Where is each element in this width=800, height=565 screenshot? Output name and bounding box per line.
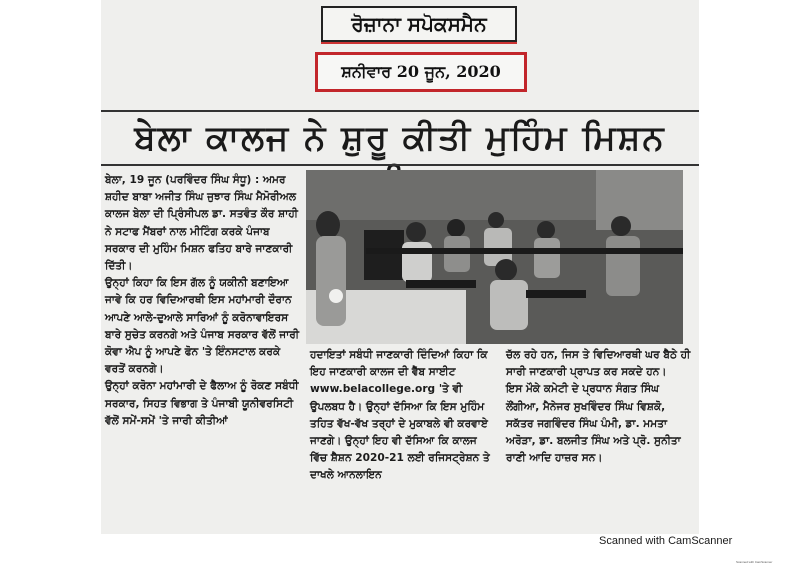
date-text: ਸ਼ਨੀਵਾਰ 20 ਜੂਨ, 2020 [341, 62, 501, 81]
newspaper-masthead [321, 6, 517, 42]
article-paragraph: ਉਨ੍ਹਾਂ ਕਰੋਨਾ ਮਹਾਂਮਾਰੀ ਦੇ ਫੈਲਾਅ ਨੂੰ ਰੋਕਣ ਸਬੰਧੀ ਸਰਕਾਰ, ਸਿਹਤ ਵਿਭਾਗ ਤੇ ਪੰਜਾਬੀ ਯੂਨੀਵਰਸਿਟੀ ਵੱਲੋਂ ਸਮੇਂ-ਸਮੇਂ 'ਤੇ ਜਾਰੀ ਕੀਤੀਆਂ [105, 380, 299, 427]
article-paragraph: ਬੇਲਾ, 19 ਜੂਨ (ਪਰਵਿੰਦਰ ਸਿੰਘ ਸੰਧੂ) : ਅਮਰ ਸ਼ਹੀਦ ਬਾਬਾ ਅਜੀਤ ਸਿੰਘ ਜੁਝਾਰ ਸਿੰਘ ਮੈਮੋਰੀਅਲ ਕਾਲਜ ਬੇਲਾ ਦੀ ਪ੍ਰਿੰਸੀਪਲ ਡਾ. ਸਤਵੰਤ ਕੌਰ ਸ਼ਾਹੀ ਨੇ ਸਟਾਫ ਮੈਂਬਰਾਂ ਨਾਲ ਮੀਟਿੰਗ ਕਰਕੇ ਪੰਜਾਬ ਸਰਕਾਰ ਦੀ ਮੁਹਿੰਮ ਮਿਸ਼ਨ ਫਤਿਹ ਬਾਰੇ ਜਾਣਕਾਰੀ ਦਿੱਤੀ। [105, 174, 298, 273]
article-paragraph: ਉਨ੍ਹਾਂ ਕਿਹਾ ਕਿ ਇਸ ਗੱਲ ਨੂੰ ਯਕੀਨੀ ਬਣਾਇਆ ਜਾਵੇ ਕਿ ਹਰ ਵਿਦਿਆਰਥੀ ਇਸ ਮਹਾਂਮਾਰੀ ਦੌਰਾਨ ਆਪਣੇ ਆਲੇ-ਦੁਆਲੇ ਸਾਰਿਆਂ ਨੂੰ ਕਰੋਨਾਵਾਇਰਸ ਬਾਰੇ ਸੁਚੇਤ ਕਰਨਗੇ ਅਤੇ ਪੰਜਾਬ ਸਰਕਾਰ ਵੱਲੋਂ ਜਾਰੀ ਕੋਵਾ ਐਪ ਨੂੰ ਆਪਣੇ ਫੋਨ 'ਤੇ ਇੰਨਸਟਾਲ ਕਰਕੇ ਵਰਤੋਂ ਕਰਨਗੇ। [105, 277, 300, 376]
headline-rule [101, 164, 699, 166]
scan-mark: Scanned with CamScanner [736, 560, 773, 564]
top-rule [101, 110, 699, 112]
article-photo [306, 170, 683, 344]
article-column-2 [310, 347, 496, 533]
date-box [315, 52, 527, 92]
masthead-text: ਰੋਜ਼ਾਨਾ ਸਪੋਕਸਮੈਨ [351, 12, 487, 36]
article-column-1 [105, 172, 301, 532]
article-paragraph: ਹਦਾਇਤਾਂ ਸਬੰਧੀ ਜਾਣਕਾਰੀ ਦਿੰਦਿਆਂ ਕਿਹਾ ਕਿ ਇਹ ਜਾਣਕਾਰੀ ਕਾਲਜ ਦੀ ਵੈੱਬ ਸਾਈਟ www.belacollege.org 'ਤੇ ਵੀ ਉਪਲਬਧ ਹੈ। ਉਨ੍ਹਾਂ ਦੱਸਿਆ ਕਿ ਇਸ ਮੁਹਿੰਮ ਤਹਿਤ ਵੱਖ-ਵੱਖ ਤਰ੍ਹਾਂ ਦੇ ਮੁਕਾਬਲੇ ਵੀ ਕਰਵਾਏ ਜਾਣਗੇ। ਉਨ੍ਹਾਂ ਇਹ ਵੀ ਦੱਸਿਆ ਕਿ ਕਾਲਜ ਵਿੱਚ ਸ਼ੈਸ਼ਨ 2020-21 ਲਈ ਰਜਿਸਟ੍ਰੇਸ਼ਨ ਤੇ ਦਾਖਲੇ ਆਨਲਾਇਨ [310, 349, 490, 482]
headline: ਬੇਲਾ ਕਾਲਜ ਨੇ ਸ਼ੁਰੂ ਕੀਤੀ ਮੁਹਿੰਮ ਮਿਸ਼ਨ [134, 118, 666, 158]
article-column-3 [506, 347, 692, 533]
newspaper-clipping [101, 0, 699, 534]
scan-watermark: Scanned with CamScanner [599, 535, 733, 547]
article-paragraph: ਚੱਲ ਰਹੇ ਹਨ, ਜਿਸ ਤੇ ਵਿਦਿਆਰਥੀ ਘਰ ਬੈਠੇ ਹੀ ਸਾਰੀ ਜਾਣਕਾਰੀ ਪ੍ਰਾਪਤ ਕਰ ਸਕਦੇ ਹਨ। [506, 349, 691, 379]
article-paragraph: ਇਸ ਮੌਕੇ ਕਮੇਟੀ ਦੇ ਪ੍ਰਧਾਨ ਸੰਗਤ ਸਿੰਘ ਲੌਂਗੀਆ, ਮੈਨੇਜਰ ਸੁਖਵਿੰਦਰ ਸਿੰਘ ਵਿਸ਼ਕੋ, ਸਕੱਤਰ ਜਗਵਿੰਦਰ ਸਿੰਘ ਪੰਮੀ, ਡਾ. ਮਮਤਾ ਅਰੋੜਾ, ਡਾ. ਬਲਜੀਤ ਸਿੰਘ ਅਤੇ ਪ੍ਰੋ. ਸੁਨੀਤਾ ਰਾਣੀ ਆਦਿ ਹਾਜ਼ਰ ਸਨ। [506, 383, 681, 465]
